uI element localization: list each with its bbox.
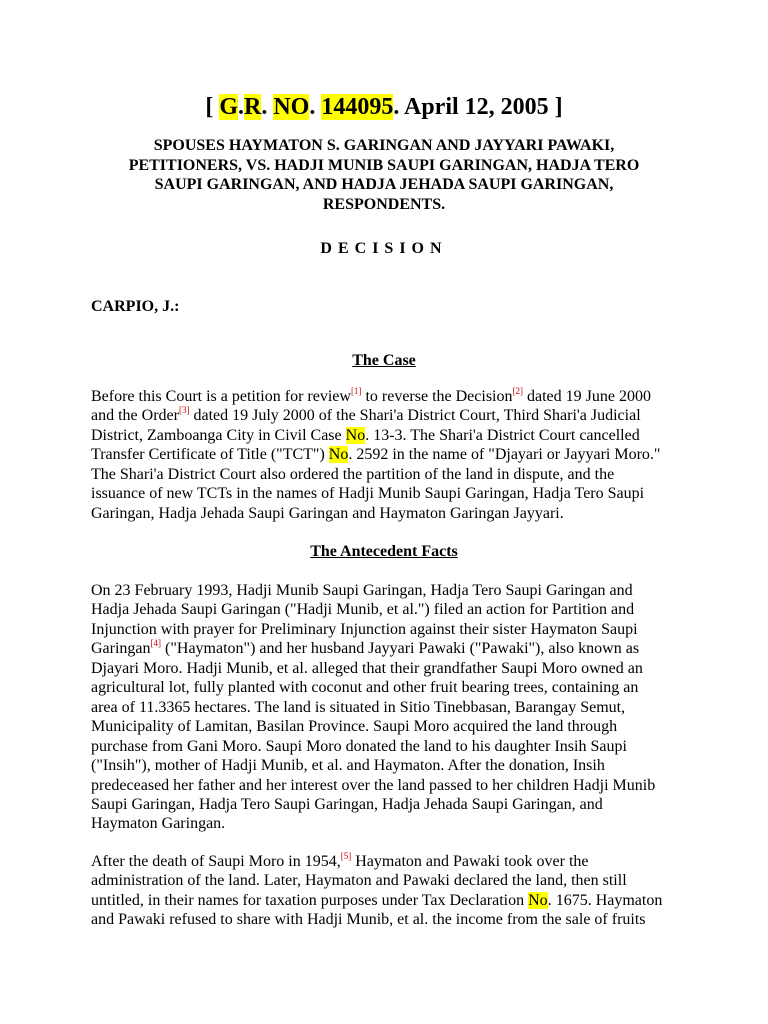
paragraph-line: Municipality of Lamitan, Basilan Province. Saupi Moro acquired the land through xyxy=(91,718,618,736)
text-run: Transfer Certificate of Title ("TCT") xyxy=(91,446,329,464)
paragraph-line xyxy=(91,426,681,445)
text-run: District, Zamboanga City in Civil Case xyxy=(91,426,346,444)
paragraph-line: Djayari Moro. Hadji Munib, et al. alleged that their grandfather Saupi Moro owned an xyxy=(91,659,643,677)
paragraph-antecedent-facts-2 xyxy=(91,852,681,930)
paragraph-line: Saupi Garingan, Hadja Tero Saupi Garingan, Hadja Jehada Saupi Garingan, and xyxy=(91,795,603,813)
text-run: Before this Court is a petition for review xyxy=(91,388,351,405)
text-run: Haymaton and Pawaki took over the xyxy=(351,853,589,870)
paragraph-line: The Shari'a District Court also ordered the partition of the land in dispute, and the xyxy=(91,465,615,483)
text-run: untitled, in their names for taxation purposes under Tax Declaration xyxy=(91,891,529,909)
parties-caption xyxy=(100,136,668,214)
title-open-bracket: [ xyxy=(205,94,220,120)
text-run: to reverse the Decision xyxy=(361,388,513,405)
footnote-link-2[interactable]: [2] xyxy=(512,386,523,396)
text-run: dated 19 June 2000 xyxy=(523,388,651,405)
parties-line: RESPONDENTS. xyxy=(322,195,446,213)
text-run: Garingan xyxy=(91,640,151,658)
highlight-no: No xyxy=(345,426,366,444)
paragraph-line xyxy=(91,387,681,406)
paragraph-line: agricultural lot, fully planted with coconut and other fruit bearing trees, containing an xyxy=(91,679,639,697)
paragraph-line: area of 11.3365 hectares. The land is situated in Sitio Tinebbasan, Barangay Semut, xyxy=(91,698,626,716)
title-highlight-g: G xyxy=(219,94,238,120)
paragraph-line: and Pawaki refused to share with Hadji Munib, et al. the income from the sale of fruits xyxy=(91,911,646,929)
parties-line: SPOUSES HAYMATON S. GARINGAN AND JAYYARI PAWAKI, xyxy=(153,137,615,154)
title-highlight-number: 144095 xyxy=(321,94,394,120)
footnote-link-3[interactable]: [3] xyxy=(178,405,190,416)
footnote-link-1[interactable]: [1] xyxy=(350,386,362,396)
title-highlight-r: R xyxy=(243,94,262,120)
text-run: . 13-3. The Shari'a District Court cancelled xyxy=(365,426,640,444)
title-dot: . xyxy=(309,94,322,120)
text-run: ("Haymaton") and her husband Jayyari Pawaki ("Pawaki"), also known as xyxy=(161,640,640,658)
text-run: dated 19 July 2000 of the Shari'a District Court, Third Shari'a Judicial xyxy=(189,407,641,425)
decision-label: DECISION xyxy=(320,240,448,257)
highlight-no: No xyxy=(328,446,349,464)
text-run: After the death of Saupi Moro in 1954, xyxy=(91,853,341,870)
title-dot: . xyxy=(261,94,274,120)
paragraph-antecedent-facts-1 xyxy=(91,581,681,834)
ponente-name: CARPIO, J.: xyxy=(91,298,180,315)
paragraph-line xyxy=(91,445,681,464)
section-heading-antecedent-facts: The Antecedent Facts xyxy=(310,543,458,560)
title-date: . April 12, 2005 ] xyxy=(393,94,563,120)
paragraph-line: issuance of new TCTs in the names of Hadji Munib Saupi Garingan, Hadja Tero Saupi xyxy=(91,485,645,503)
paragraph-line: administration of the land. Later, Haymaton and Pawaki declared the land, then still xyxy=(91,872,627,890)
title-dot: . xyxy=(237,94,244,120)
paragraph-line: Garingan, Hadja Jehada Saupi Garingan and Haymaton Garingan Jayyari. xyxy=(91,504,564,522)
parties-line: PETITIONERS, VS. HADJI MUNIB SAUPI GARINGAN, HADJA TERO xyxy=(128,156,640,174)
text-run: . 2592 in the name of "Djayari or Jayyari Moro." xyxy=(348,446,661,464)
highlight-no: No xyxy=(528,891,548,909)
paragraph-line: predeceased her father and her interest over the land passed to her children Hadji Munib xyxy=(91,776,656,794)
paragraph-line: Hadja Jehada Saupi Garingan ("Hadji Munib, et al.") filed an action for Partition and xyxy=(91,601,635,619)
parties-line: SAUPI GARINGAN, AND HADJA JEHADA SAUPI GARINGAN, xyxy=(154,176,614,194)
case-title xyxy=(0,92,768,122)
paragraph-line xyxy=(91,406,681,425)
text-run: . 1675. Haymaton xyxy=(547,891,663,909)
paragraph-line xyxy=(91,639,681,658)
paragraph-line: ("Insih"), mother of Hadji Munib, et al. and Haymaton. After the donation, Insih xyxy=(91,757,605,775)
text-run: and the Order xyxy=(91,407,179,425)
paragraph-line xyxy=(91,852,681,871)
paragraph-line: Haymaton Garingan. xyxy=(91,815,226,833)
paragraph-line: On 23 February 1993, Hadji Munib Saupi Garingan, Hadja Tero Saupi Garingan and xyxy=(91,582,633,599)
footnote-link-5[interactable]: [5] xyxy=(340,851,352,861)
paragraph-the-case xyxy=(91,387,681,523)
footnote-link-4[interactable]: [4] xyxy=(150,638,162,649)
paragraph-line: Injunction with prayer for Preliminary Injunction against their sister Haymaton Saupi xyxy=(91,620,638,638)
paragraph-line: purchase from Gani Moro. Saupi Moro donated the land to his daughter Insih Saupi xyxy=(91,737,627,755)
title-highlight-no: NO xyxy=(273,94,310,120)
paragraph-line xyxy=(91,891,681,910)
section-heading-the-case: The Case xyxy=(352,352,416,369)
